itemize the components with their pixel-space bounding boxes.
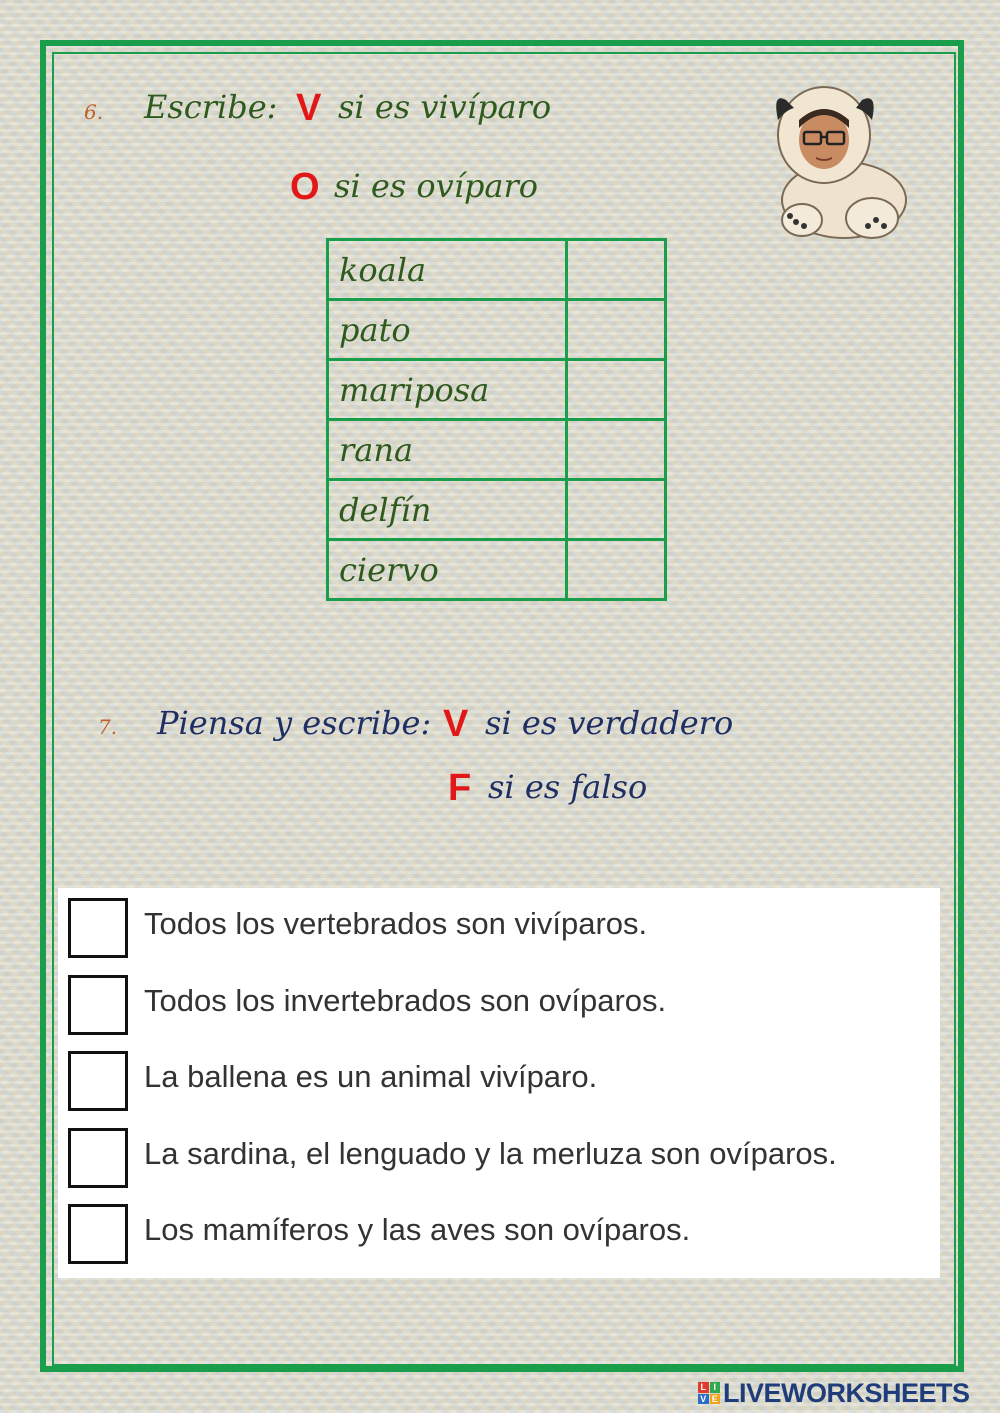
animal-name: mariposa [328, 360, 567, 420]
animal-name: rana [328, 420, 567, 480]
section7-v-letter: V [443, 703, 469, 745]
section6-label: Escribe: [144, 88, 278, 126]
animal-name: koala [328, 240, 567, 300]
section7-f-text: si es falso [488, 768, 648, 806]
statement-answer-box[interactable] [68, 1128, 128, 1188]
section6-o-text: si es ovíparo [334, 167, 539, 205]
statement-answer-box[interactable] [68, 1051, 128, 1111]
logo-letter: I [710, 1382, 721, 1393]
statement-text: Todos los invertebrados son ovíparos. [144, 982, 667, 1018]
animal-row [328, 300, 666, 360]
statement-answer-box[interactable] [68, 975, 128, 1035]
section6-number: 6. [84, 100, 104, 124]
statement-text: Los mamíferos y las aves son ovíparos. [144, 1212, 691, 1247]
animal-name: delfín [328, 480, 567, 540]
statement-text: La sardina, el lenguado y la merluza son ovíparos. [144, 1135, 837, 1171]
logo-letter: E [710, 1394, 721, 1405]
animal-row [328, 240, 666, 300]
statement-answer-box[interactable] [68, 1204, 128, 1264]
avatar-pug-costume-icon [764, 80, 924, 245]
statement-text: Todos los vertebrados son vivíparos. [144, 906, 648, 941]
animal-answer-cell[interactable] [567, 540, 666, 600]
section7-number: 7. [98, 715, 118, 739]
animal-answer-cell[interactable] [567, 300, 666, 360]
section7-v-text: si es verdadero [485, 704, 734, 742]
animal-name: pato [328, 300, 567, 360]
liveworksheets-logo [698, 1378, 970, 1408]
logo-text: LIVEWORKSHEETS [723, 1377, 970, 1408]
animal-answer-cell[interactable] [567, 480, 666, 540]
section7-f-letter: F [448, 767, 472, 809]
statement-text: La ballena es un animal vivíparo. [144, 1059, 598, 1094]
statements-panel [58, 888, 940, 1278]
statement-answer-box[interactable] [68, 898, 128, 958]
animal-answer-cell[interactable] [567, 420, 666, 480]
section6-o-letter: O [290, 166, 320, 208]
animal-name: ciervo [328, 540, 567, 600]
animals-table [326, 238, 667, 601]
animal-row [328, 420, 666, 480]
logo-mark-icon [698, 1382, 720, 1404]
animal-row [328, 540, 666, 600]
animal-row [328, 360, 666, 420]
section7-label: Piensa y escribe: [157, 704, 432, 742]
logo-letter: L [698, 1382, 709, 1393]
animal-answer-cell[interactable] [567, 240, 666, 300]
logo-letter: V [698, 1394, 709, 1405]
section6-v-letter: V [296, 87, 322, 129]
animal-row [328, 480, 666, 540]
section6-v-text: si es vivíparo [338, 88, 552, 126]
animal-answer-cell[interactable] [567, 360, 666, 420]
